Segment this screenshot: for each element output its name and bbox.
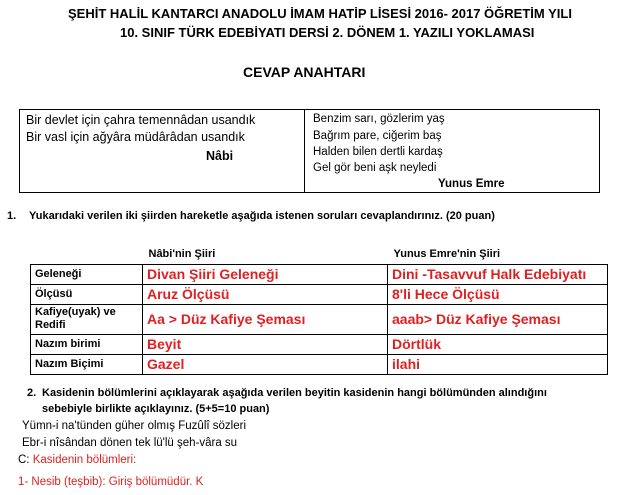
row-label: Kafiye(uyak) ve Redifi <box>31 304 143 334</box>
answer-prefix: C: <box>18 454 30 466</box>
table-row <box>31 284 608 304</box>
column-header-yunus: Yunus Emre'nin Şiiri <box>388 244 608 264</box>
row-label: Nazım birimi <box>31 334 143 354</box>
answer-item: 1- Nesib (teşbib): Giriş bölümüdür. K <box>18 476 204 488</box>
table-row <box>31 264 608 284</box>
school-header-line: ŞEHİT HALİL KANTARCI ANADOLU İMAM HATİP LİSESİ 2016- 2017 ÖĞRETİM YILI <box>68 6 572 21</box>
question-1-text: Yukarıdaki verilen iki şiirden hareketle aşağıda istenen soruları cevaplandırınız. (20 puan) <box>29 210 495 222</box>
yunus-answer: ilahi <box>388 354 608 374</box>
row-label: Geleneği <box>31 264 143 284</box>
nabi-poem-line: Bir vasl için ağyâra müdârâdan usandık <box>26 130 245 144</box>
column-header-nabi: Nâbi'nin Şiiri <box>143 244 388 264</box>
nabi-answer: Gazel <box>143 354 388 374</box>
yunus-poem-line: Bağrım pare, ciğerim baş <box>313 130 442 142</box>
table-row <box>31 354 608 374</box>
poems-box <box>19 109 600 193</box>
question-2-number: 2. <box>27 387 37 399</box>
yunus-poem-line: Gel gör beni aşk neyledi <box>313 162 437 174</box>
nabi-poem-line: Bir devlet için çahra temennâdan usandık <box>26 113 256 127</box>
poems-divider <box>304 110 305 192</box>
yunus-answer: Dörtlük <box>388 334 608 354</box>
yunus-answer: Dini -Tasavvuf Halk Edebiyatı <box>388 264 608 284</box>
question-2-text-line: sebebiyle birlikte açıklayınız. (5+5=10 puan) <box>42 403 270 415</box>
table-row <box>31 304 608 334</box>
answer-heading-text: Kasidenin bölümleri: <box>29 454 137 466</box>
nabi-answer: Beyit <box>143 334 388 354</box>
answer-key-title: CEVAP ANAHTARI <box>243 64 366 80</box>
question-1-number: 1. <box>7 210 17 222</box>
nabi-answer: Aa > Düz Kafiye Şeması <box>143 304 388 334</box>
comparison-table <box>30 244 608 375</box>
yunus-answer: 8'li Hece Ölçüsü <box>388 284 608 304</box>
yunus-poem-line: Halden bilen dertli kardaş <box>313 146 443 158</box>
row-label: Ölçüsü <box>31 284 143 304</box>
answer-heading <box>18 454 136 466</box>
nabi-author: Nâbi <box>206 149 234 163</box>
yunus-answer: aaab> Düz Kafiye Şeması <box>388 304 608 334</box>
verse-line: Ebr-i nîsândan dönen tek lü'lü şeh-vâra su <box>22 437 238 449</box>
yunus-poem-line: Benzim sarı, gözlerim yaş <box>313 113 445 125</box>
table-row <box>31 334 608 354</box>
nabi-answer: Divan Şiiri Geleneği <box>143 264 388 284</box>
nabi-answer: Aruz Ölçüsü <box>143 284 388 304</box>
question-2-text-line: Kasidenin bölümlerini açıklayarak aşağıda verilen beyitin kasidenin hangi bölümünden alındığını <box>42 387 547 399</box>
yunus-author: Yunus Emre <box>438 178 505 190</box>
table-corner-cell <box>31 244 143 264</box>
table-header-row <box>31 244 608 264</box>
exam-header-line: 10. SINIF TÜRK EDEBİYATI DERSİ 2. DÖNEM 1. YAZILI YOKLAMASI <box>120 25 535 40</box>
row-label: Nazım Biçimi <box>31 354 143 374</box>
verse-line: Yümn-i na'tünden güher olmış Fuzûlî sözleri <box>22 420 246 432</box>
